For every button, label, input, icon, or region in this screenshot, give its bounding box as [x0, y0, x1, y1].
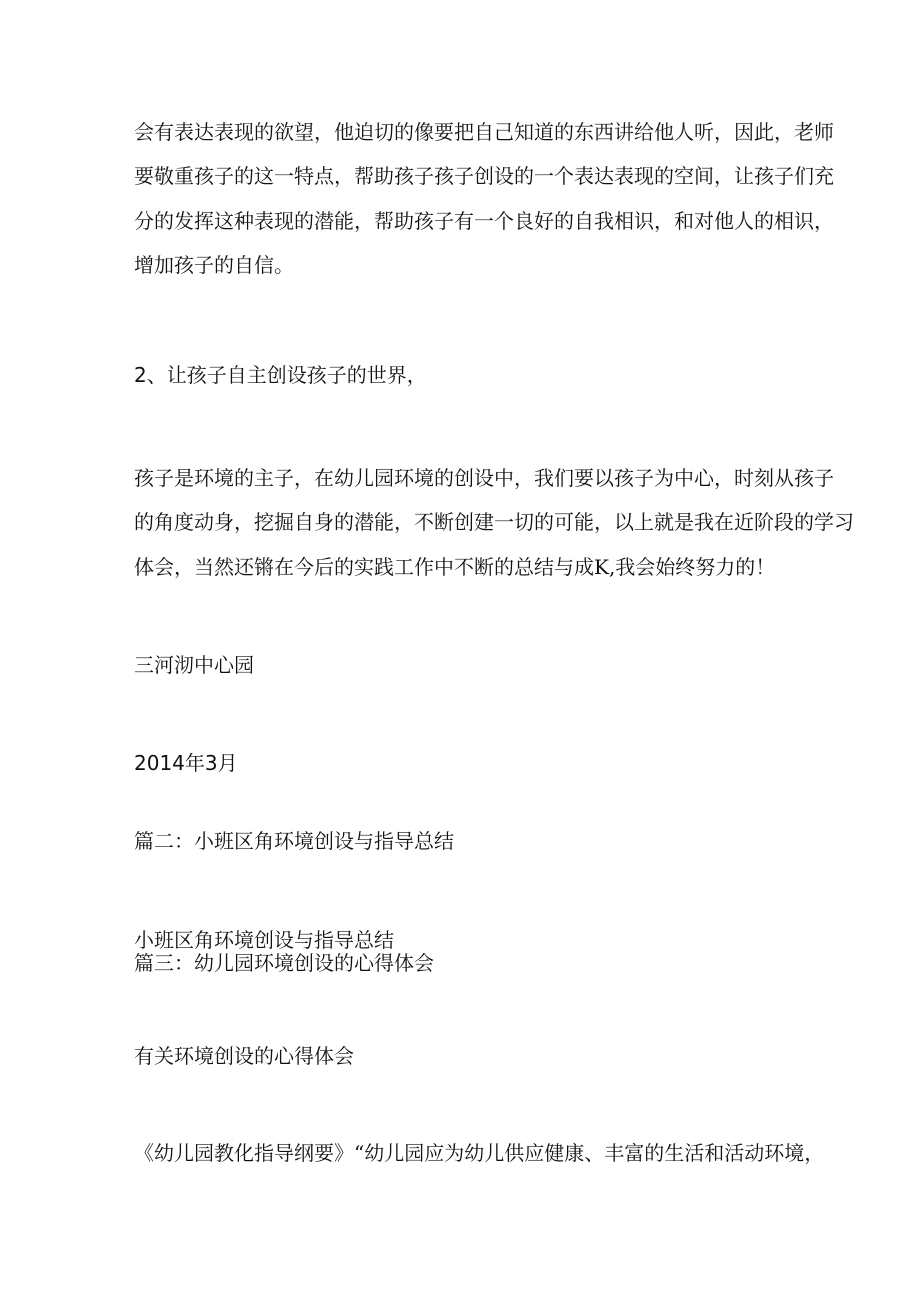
section-3-title: 篇三：幼儿园环境创设的心得体会: [134, 951, 434, 975]
paragraph-1-line-1: 会有表达表现的欲望，他迫切的像要把自己知道的东西讲给他人听，因此，老师: [134, 120, 834, 144]
paragraph-2-line-2: 的角度动身，挖掘自身的潜能，不断创建一切的可能，以上就是我在近阶段的学习: [134, 510, 854, 534]
paragraph-2-line-1: 孩子是环境的主子，在幼儿园环境的创设中，我们要以孩子为中心，时刻从孩子: [134, 466, 834, 490]
paragraph-1-line-3: 分的发挥这种表现的潜能，帮助孩子有一个良好的自我相识，和对他人的相识，: [134, 209, 834, 233]
section-3-subtitle: 有关环境创设的心得体会: [134, 1044, 354, 1068]
paragraph-2-line-3: 体会，当然还锵在今后的实践工作中不断的总结与成K,我会始终努力的！: [134, 555, 776, 579]
final-paragraph-line: 《幼儿园教化指导纲要》“幼儿园应为幼儿供应健康、丰富的生活和活动环境，: [134, 1141, 825, 1165]
signature-text: 三河沏中心园: [134, 653, 254, 677]
paragraph-1-line-4: 增加孩子的自信。: [134, 253, 294, 277]
paragraph-1-line-2: 要敬重孩子的这一特点，帮助孩子孩子创设的一个表达表现的空间，让孩子们充: [134, 164, 834, 188]
date-text: 2014年3月: [134, 751, 238, 775]
section-2-subtitle: 小班区角环境创设与指导总结: [134, 928, 394, 952]
section-2-title: 篇二：小班区角环境创设与指导总结: [134, 829, 454, 853]
section-heading-2: 2、让孩子自主创设孩子的世界，: [134, 363, 427, 387]
